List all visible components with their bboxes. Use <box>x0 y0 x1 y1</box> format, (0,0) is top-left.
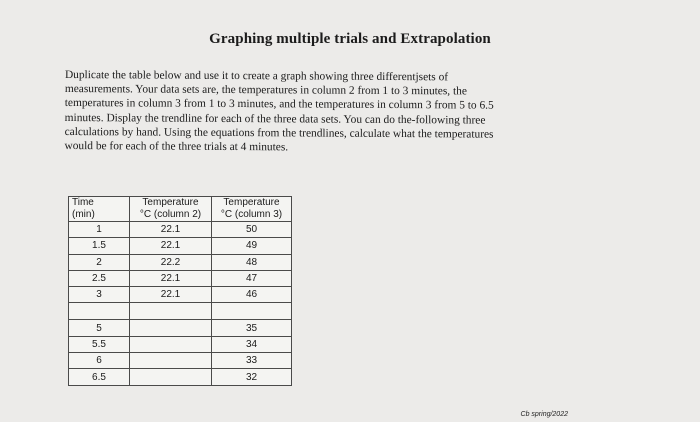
time-cell: 3 <box>69 287 130 303</box>
time-cell: 1 <box>69 222 130 238</box>
header-col3-line1: Temperature <box>223 197 280 208</box>
table-row <box>69 238 292 254</box>
paragraph-line: calculations by hand. Using the equations from the trendlines, calculate what the temperatures <box>64 125 494 141</box>
col2-temp-cell: 22.1 <box>130 287 212 303</box>
header-col3-line2: °C (column 3) <box>220 209 283 220</box>
table-row <box>69 287 292 303</box>
table-header-row <box>69 197 292 222</box>
col2-temp-cell: 22.1 <box>130 222 212 238</box>
col3-temp-cell: 49 <box>212 238 292 254</box>
time-cell: 2 <box>69 254 130 270</box>
document-title: Graphing multiple trials and Extrapolation <box>209 31 491 47</box>
header-col2-line2: °C (column 2) <box>139 209 202 220</box>
header-temperature-col2 <box>130 197 212 222</box>
empty-cell <box>130 303 212 320</box>
col2-temp-cell <box>130 336 212 352</box>
col2-temp-cell <box>130 320 212 336</box>
header-time-line1: Time <box>72 197 94 208</box>
header-col2-line1: Temperature <box>142 197 199 208</box>
table-row <box>69 320 292 336</box>
paragraph-line: Duplicate the table below and use it to create a graph showing three differentjsets of <box>64 68 449 84</box>
table-row <box>69 270 292 286</box>
col3-temp-cell: 35 <box>212 320 292 336</box>
time-cell: 1.5 <box>69 238 130 254</box>
col3-temp-cell: 33 <box>212 353 292 369</box>
col2-temp-cell: 22.1 <box>130 238 212 254</box>
table-row <box>69 222 292 238</box>
col3-temp-cell: 50 <box>212 222 292 238</box>
col2-temp-cell: 22.2 <box>130 254 212 270</box>
col2-temp-cell <box>130 353 212 369</box>
time-cell: 2.5 <box>69 270 130 286</box>
col3-temp-cell: 32 <box>212 369 292 385</box>
table-row <box>69 254 292 270</box>
header-time-line2: (min) <box>72 209 95 220</box>
paragraph-line: minutes. Display the trendline for each of the three data sets. You can do the-following three <box>64 111 486 127</box>
empty-cell <box>212 303 292 320</box>
instructions-paragraph <box>64 68 625 157</box>
table-row <box>69 353 292 369</box>
col3-temp-cell: 47 <box>212 270 292 286</box>
col2-temp-cell: 22.1 <box>130 270 212 286</box>
col2-temp-cell <box>130 369 212 385</box>
empty-cell <box>69 303 130 320</box>
table-row <box>69 336 292 352</box>
paragraph-line: temperatures in column 3 from 1 to 3 minutes, and the temperatures in column 3 from 5 to 6.5 <box>64 97 494 113</box>
paragraph-line: measurements. Your data sets are, the temperatures in column 2 from 1 to 3 minutes, the <box>64 83 467 98</box>
header-time <box>69 197 130 222</box>
header-temperature-col3 <box>212 197 292 222</box>
col3-temp-cell: 46 <box>212 287 292 303</box>
col3-temp-cell: 34 <box>212 336 292 352</box>
col3-temp-cell: 48 <box>212 254 292 270</box>
footer-note: Cb spring/2022 <box>520 411 568 418</box>
table-row <box>69 369 292 385</box>
data-table <box>68 196 292 386</box>
time-cell: 6.5 <box>69 369 130 385</box>
time-cell: 6 <box>69 353 130 369</box>
paragraph-line: would be for each of the three trials at 4 minutes. <box>64 140 289 154</box>
table-spacer-row <box>69 303 292 320</box>
time-cell: 5 <box>69 320 130 336</box>
time-cell: 5.5 <box>69 336 130 352</box>
